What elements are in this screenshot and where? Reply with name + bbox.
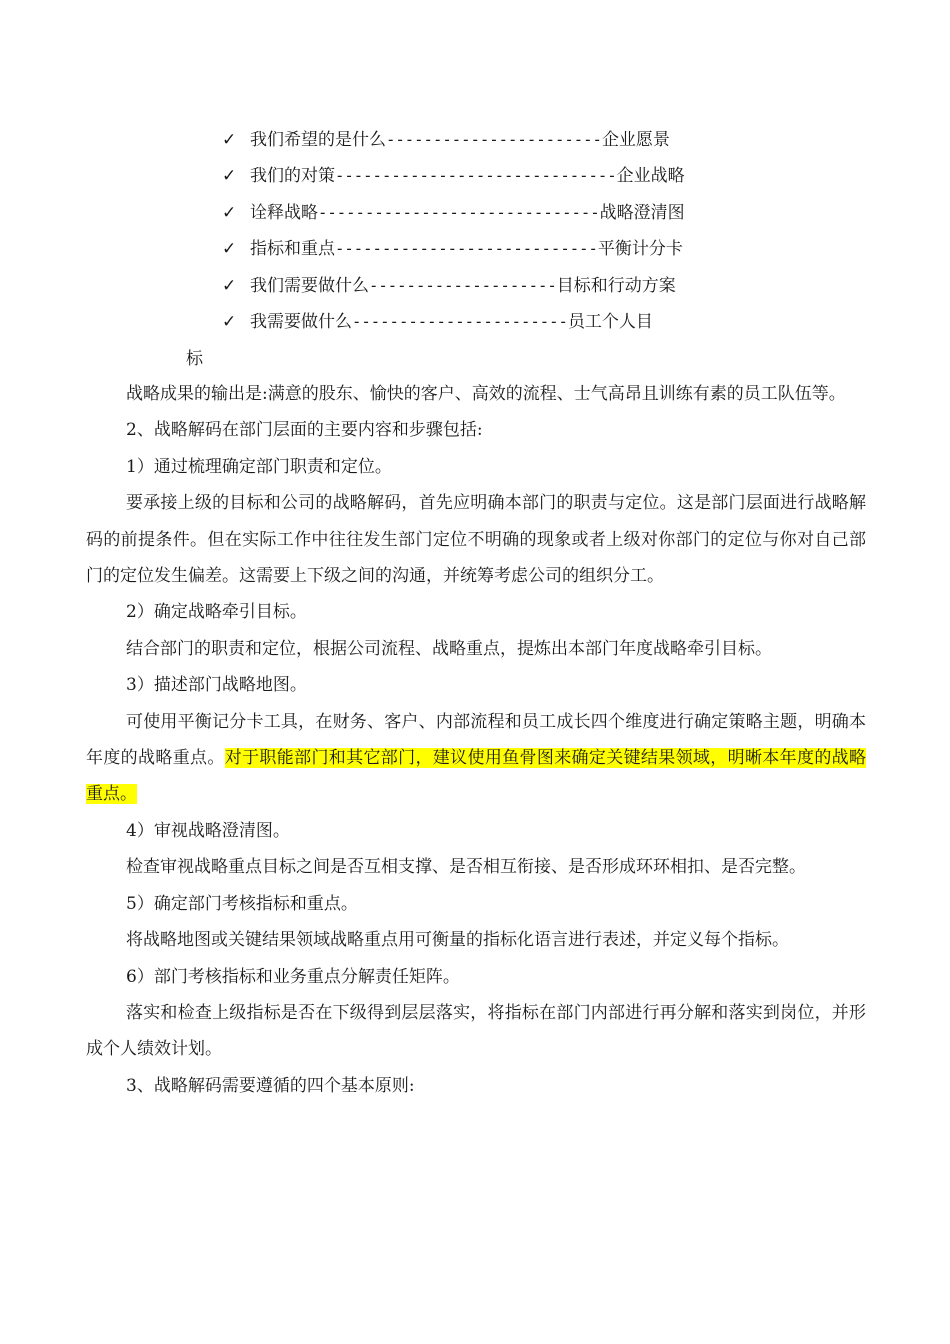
checklist-wrap-tail: 标 xyxy=(186,349,203,369)
step-heading: 3）描述部门战略地图。 xyxy=(126,675,307,696)
highlighted-text: 对于职能部门和其它部门，建议使用鱼骨图来确定关键结果领域，明晰本年度的战略重点。 xyxy=(86,748,867,805)
step-heading: 2）确定战略牵引目标。 xyxy=(126,602,307,623)
paragraph xyxy=(86,704,866,813)
checklist-item: ✓ 我们希望的是什么-----------------------企业愿景 xyxy=(222,122,742,158)
checklist xyxy=(222,122,742,340)
step-heading: 6）部门考核指标和业务重点分解责任矩阵。 xyxy=(126,966,460,987)
checkmark-icon: ✓ xyxy=(222,166,237,187)
checklist-item: ✓ 我们的对策------------------------------企业战略 xyxy=(222,158,742,194)
checklist-item: ✓ 诠释战略------------------------------战略澄清图 xyxy=(222,195,742,231)
step-heading: 5）确定部门考核指标和重点。 xyxy=(126,893,358,914)
checklist-item: ✓ 指标和重点----------------------------平衡计分卡 xyxy=(222,231,742,267)
section-heading: 2、战略解码在部门层面的主要内容和步骤包括: xyxy=(126,420,483,441)
paragraph: 结合部门的职责和定位，根据公司流程、战略重点，提炼出本部门年度战略牵引目标。 xyxy=(126,638,772,659)
paragraph: 落实和检查上级指标是否在下级得到层层落实，将指标在部门内部进行再分解和落实到岗位，并形成个人绩效计划。 xyxy=(86,1002,866,1060)
section-heading: 3、战略解码需要遵循的四个基本原则: xyxy=(126,1075,415,1096)
step-heading: 1）通过梳理确定部门职责和定位。 xyxy=(126,456,392,477)
paragraph: 要承接上级的目标和公司的战略解码，首先应明确本部门的职责与定位。这是部门层面进行战略解码的前提条件。但在实际工作中往往发生部门定位不明确的现象或者上级对你部门的定位与你对自己部门的定位发生偏差。这需要上下级之间的沟通，并统筹考虑公司的组织分工。 xyxy=(86,493,866,587)
checkmark-icon: ✓ xyxy=(222,311,237,332)
paragraph: 战略成果的输出是:满意的股东、愉快的客户、高效的流程、士气高昂且训练有素的员工队伍等。 xyxy=(126,384,846,404)
checkmark-icon: ✓ xyxy=(222,239,237,260)
checklist-item: ✓ 我们需要做什么--------------------目标和行动方案 xyxy=(222,268,742,304)
checkmark-icon: ✓ xyxy=(222,275,237,296)
paragraph: 将战略地图或关键结果领域战略重点用可衡量的指标化语言进行表述，并定义每个指标。 xyxy=(126,930,789,951)
paragraph-text: 可使用平衡记分卡工具，在财务、客户、内部流程和员工成长四个维度进行确定策略主题，明确本年度的战略重点。 xyxy=(86,711,866,769)
body-text xyxy=(86,376,866,1104)
checklist-item: ✓ 我需要做什么-----------------------员工个人目 xyxy=(222,304,742,340)
paragraph: 检查审视战略重点目标之间是否互相支撑、是否相互衔接、是否形成环环相扣、是否完整。 xyxy=(126,857,806,878)
step-heading: 4）审视战略澄清图。 xyxy=(126,820,290,841)
checkmark-icon: ✓ xyxy=(222,202,237,223)
checkmark-icon: ✓ xyxy=(222,130,237,150)
